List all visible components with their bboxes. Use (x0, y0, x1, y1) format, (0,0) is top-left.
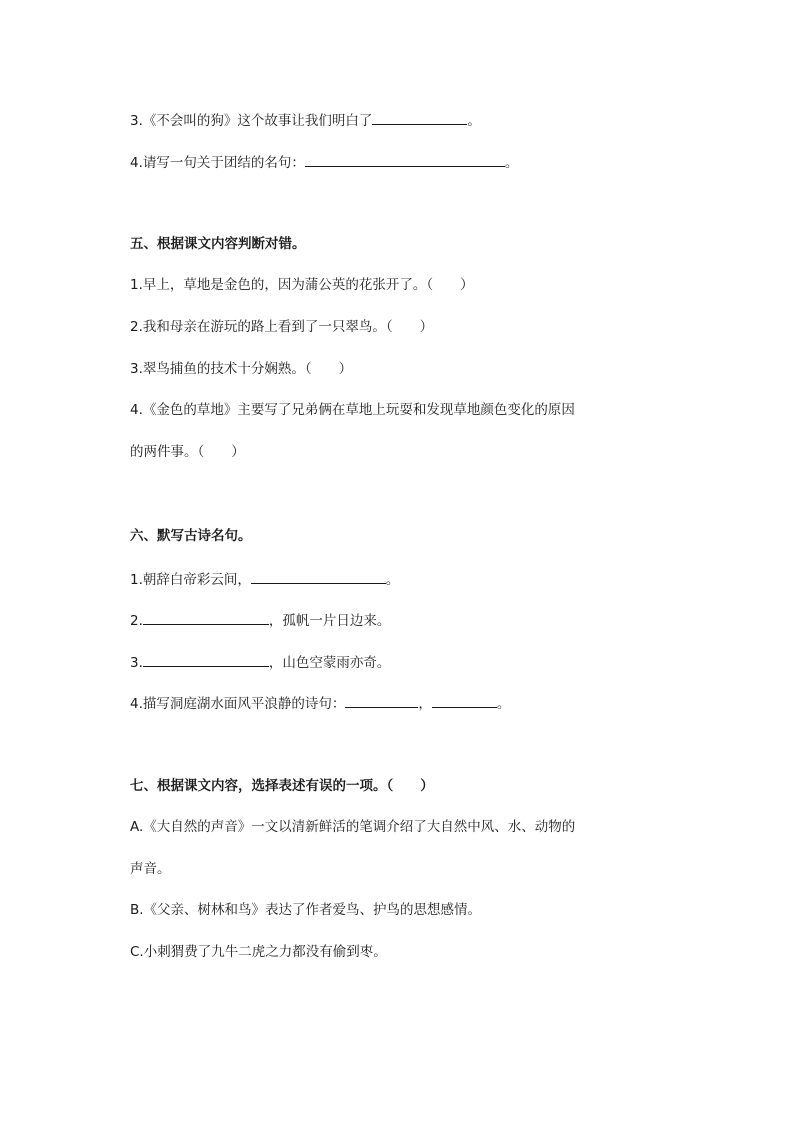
question-5-4-line1: 4.《金色的草地》主要写了兄弟俩在草地上玩耍和发现草地颜色变化的原因 (130, 402, 575, 418)
answer-blank[interactable] (372, 110, 467, 125)
answer-blank[interactable] (143, 652, 269, 667)
question-end: 。 (504, 155, 519, 171)
question-text: ，山色空蒙雨亦奇。 (268, 655, 391, 671)
question-end: 。 (467, 113, 481, 129)
answer-blank[interactable] (251, 569, 386, 584)
option-c: C.小刺猬费了九牛二虎之力都没有偷到枣。 (130, 944, 387, 960)
section-5-title: 五、根据课文内容判断对错。 (130, 236, 306, 252)
question-end: 。 (385, 572, 400, 588)
question-4-3 (130, 110, 481, 130)
question-mid: ， (418, 696, 432, 712)
option-a-line1: A.《大自然的声音》一文以清新鲜活的笔调介绍了大自然中风、水、动物的 (130, 819, 576, 835)
question-number: 2. (130, 613, 143, 629)
answer-blank[interactable] (143, 610, 269, 625)
question-text: 1.朝辞白帝彩云间， (130, 572, 251, 588)
answer-blank-1[interactable] (345, 693, 418, 708)
option-a-line2: 声音。 (130, 861, 171, 877)
question-5-1: 1.早上，草地是金色的，因为蒲公英的花张开了。（ ） (130, 277, 474, 293)
question-5-4-line2: 的两件事。（ ） (130, 444, 245, 460)
question-text: 4.描写洞庭湖水面风平浪静的诗句： (130, 696, 346, 712)
section-7-title: 七、根据课文内容，选择表述有误的一项。（ ） (130, 778, 434, 794)
section-6-title: 六、默写古诗名句。 (130, 528, 252, 544)
answer-blank-2[interactable] (432, 693, 497, 708)
question-end: 。 (496, 696, 511, 712)
question-6-4 (130, 693, 510, 713)
answer-blank[interactable] (305, 152, 505, 167)
question-6-3 (130, 652, 390, 672)
question-6-1 (130, 569, 399, 589)
question-text: 3.《不会叫的狗》这个故事让我们明白了 (130, 113, 373, 129)
question-6-2 (130, 610, 390, 630)
option-b: B.《父亲、树林和鸟》表达了作者爱鸟、护鸟的思想感情。 (130, 902, 482, 918)
question-5-2: 2.我和母亲在游玩的路上看到了一只翠鸟。（ ） (130, 319, 434, 335)
question-text: ，孤帆一片日边来。 (268, 613, 391, 629)
question-4-4 (130, 152, 518, 172)
question-number: 3. (130, 655, 143, 671)
question-text: 4.请写一句关于团结的名句： (130, 155, 305, 171)
question-5-3: 3.翠鸟捕鱼的技术十分娴熟。（ ） (130, 361, 353, 377)
